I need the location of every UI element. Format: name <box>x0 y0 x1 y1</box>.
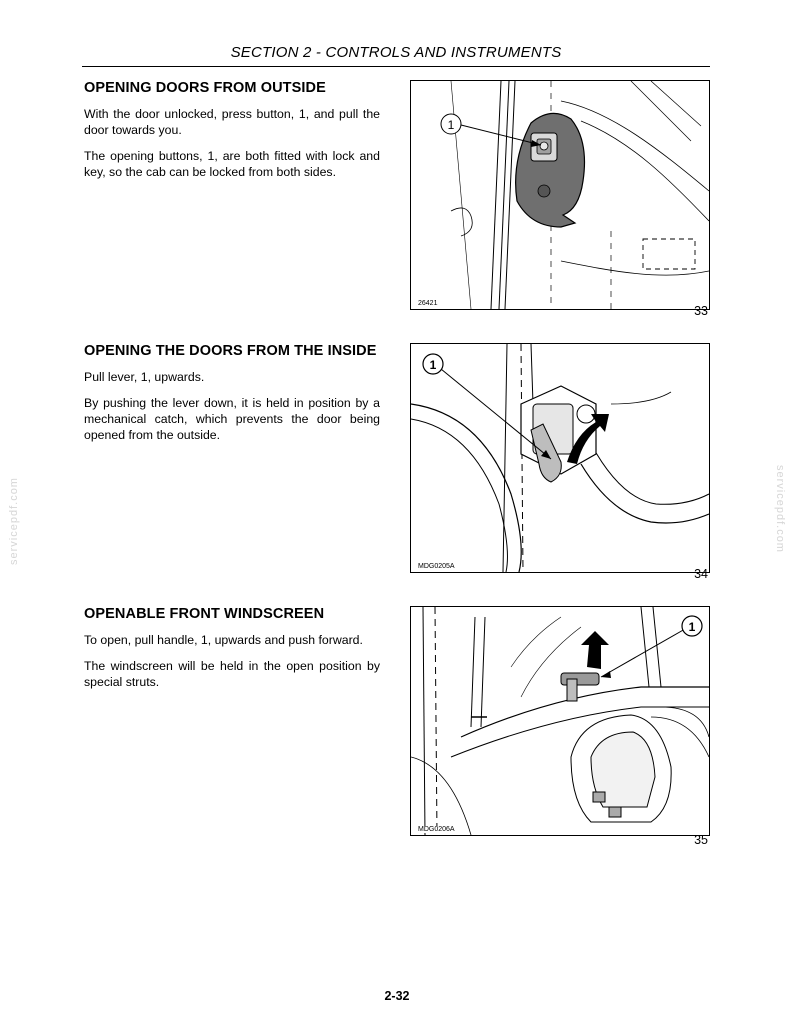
figure-code: MDG0206A <box>418 826 455 833</box>
figure-door-inside-lever <box>410 343 710 573</box>
figure-door-outside-button <box>410 80 710 310</box>
door-lever-illustration <box>411 344 709 572</box>
section-opening-doors-outside <box>84 80 380 190</box>
paragraph: With the door unlocked, press button, 1, and pull the door towards you. <box>84 107 380 137</box>
watermark-left: servicepdf.com <box>8 477 20 565</box>
watermark-right: servicepdf.com <box>774 465 786 553</box>
figure-number: 35 <box>694 833 708 847</box>
figure-code: MDG0205A <box>418 563 455 570</box>
section-openable-front-windscreen <box>84 606 380 700</box>
windscreen-handle-illustration <box>411 607 709 835</box>
figure-code: 26421 <box>418 300 438 307</box>
figure-windscreen-handle <box>410 606 710 836</box>
callout-number: 1 <box>447 118 455 132</box>
paragraph: The opening buttons, 1, are both fitted with lock and key, so the cab can be locked from both sides. <box>84 149 380 179</box>
paragraph: The windscreen will be held in the open position by special struts. <box>84 659 380 689</box>
section-header: SECTION 2 - CONTROLS AND INSTRUMENTS <box>230 44 562 61</box>
figure-number: 34 <box>694 567 708 581</box>
section-opening-doors-inside <box>84 343 380 453</box>
page-number: 2-32 <box>384 989 410 1003</box>
figure-number: 33 <box>694 304 708 318</box>
paragraph: Pull lever, 1, upwards. <box>84 370 205 384</box>
section-heading: OPENABLE FRONT WINDSCREEN <box>84 606 325 622</box>
paragraph: By pushing the lever down, it is held in position by a mechanical catch, which prevents the door being opened from the outside. <box>84 396 380 442</box>
paragraph: To open, pull handle, 1, upwards and push forward. <box>84 633 363 647</box>
door-button-illustration <box>411 81 709 309</box>
section-heading: OPENING DOORS FROM OUTSIDE <box>84 80 326 96</box>
header-rule <box>82 66 710 67</box>
callout-number: 1 <box>688 620 696 634</box>
callout-number: 1 <box>429 358 437 372</box>
section-heading: OPENING THE DOORS FROM THE INSIDE <box>84 343 377 359</box>
